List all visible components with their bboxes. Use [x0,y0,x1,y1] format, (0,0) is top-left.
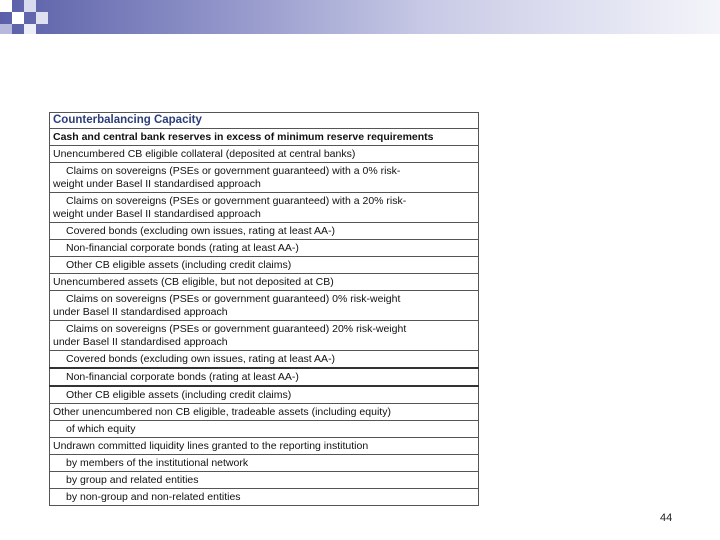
row-label-line: Claims on sovereigns (PSEs or government guaranteed) 0% risk-weight [66,293,401,305]
row-label-line: Claims on sovereigns (PSEs or government guaranteed) with a 20% risk- [66,195,407,207]
row-label: Unencumbered assets (CB eligible, but not deposited at CB) [50,274,479,291]
row-label: by members of the institutional network [50,455,479,472]
table-row [50,489,479,506]
row-label-multiline [50,193,479,223]
table-row [50,351,479,369]
row-label-line: Claims on sovereigns (PSEs or government guaranteed) 20% risk-weight [66,323,407,335]
row-label: of which equity [50,421,479,438]
row-label: Other unencumbered non CB eligible, tradeable assets (including equity) [50,404,479,421]
row-label: Covered bonds (excluding own issues, rating at least AA-) [50,351,479,369]
decorative-square [24,0,36,12]
table-row [50,240,479,257]
page-number: 44 [660,512,673,524]
table-row [50,193,479,223]
table-row [50,368,479,386]
row-label-line: Claims on sovereigns (PSEs or government guaranteed) with a 0% risk- [66,165,401,177]
decorative-square [36,12,48,24]
decorative-square [0,24,12,34]
row-label-multiline [50,163,479,193]
row-label-line: under Basel II standardised approach [53,336,228,348]
table-row [50,257,479,274]
table-row [50,404,479,421]
row-label: by group and related entities [50,472,479,489]
table-row [50,146,479,163]
table-row [50,129,479,146]
row-label: Other CB eligible assets (including credit claims) [50,257,479,274]
row-label-multiline [50,321,479,351]
row-label: Cash and central bank reserves in excess of minimum reserve requirements [50,129,479,146]
row-label-line: under Basel II standardised approach [53,306,228,318]
table-title: Counterbalancing Capacity [53,114,202,126]
table-row [50,321,479,351]
table-row [50,291,479,321]
row-label-multiline [50,291,479,321]
row-label: by non-group and non-related entities [50,489,479,506]
decorative-square [12,12,24,24]
decorative-square [0,0,12,12]
row-label: Other CB eligible assets (including credit claims) [50,386,479,404]
row-label: Unencumbered CB eligible collateral (deposited at central banks) [50,146,479,163]
table-row [50,223,479,240]
table-row [50,386,479,404]
table-row [50,421,479,438]
table-row [50,438,479,455]
table-row [50,274,479,291]
row-label-line: weight under Basel II standardised approach [53,178,261,190]
decorative-square [24,24,36,34]
row-label: Non-financial corporate bonds (rating at least AA-) [50,368,479,386]
table-header-row [50,113,479,129]
header-decoration-bar [0,0,720,34]
counterbalancing-capacity-table [49,112,479,506]
row-label: Covered bonds (excluding own issues, rating at least AA-) [50,223,479,240]
row-label: Undrawn committed liquidity lines granted to the reporting institution [50,438,479,455]
row-label: Non-financial corporate bonds (rating at least AA-) [50,240,479,257]
table-row [50,455,479,472]
table-row [50,472,479,489]
row-label-line: weight under Basel II standardised approach [53,208,261,220]
table-row [50,163,479,193]
